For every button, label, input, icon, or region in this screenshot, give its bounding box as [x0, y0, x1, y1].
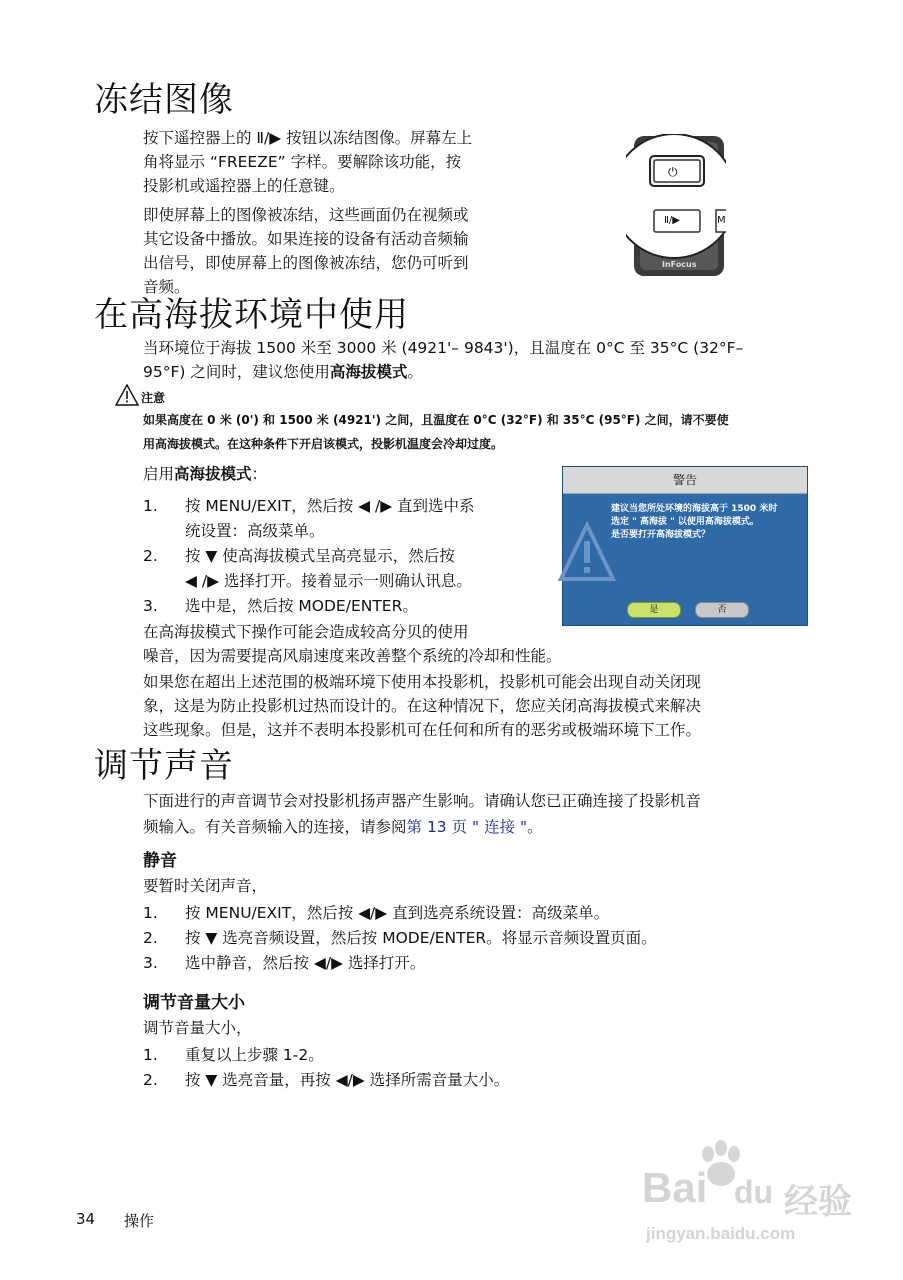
high-altitude-noise-note: 在高海拔模式下操作可能会造成较高分贝的使用 噪音，因为需要提高风扇速度来改善整个系统的冷却和性能。	[143, 623, 562, 665]
mute-heading: 静音	[143, 851, 177, 871]
footer-section: 操作	[124, 1212, 155, 1230]
note-label: 注意	[141, 391, 166, 405]
dialog-message: 建议当您所处环境的海拔高于 1500 米时 选定 " 高海拔 " 以使用高海拔模式。 是否要打开高海拔模式？	[611, 504, 778, 540]
extreme-environment-paragraph: 如果您在超出上述范围的极端环境下使用本投影机，投影机可能会出现自动关闭现 象，这是为防止投影机过热而设计的。在这种情况下，您应关闭高海拔模式来解决 这些现象。但是，这并不表明本投影机可在任何和所有的恶劣或极端环境下工作。	[143, 673, 702, 739]
mute-subtitle: 要暂时关闭声音，	[143, 877, 268, 895]
freeze-paragraph-2: 即使屏幕上的图像被冻结，这些画面仍在视频或 其它设备中播放。如果连接的设备有活动音频输 出信号，即使屏幕上的图像被冻结，您仍可听到 音频。	[143, 206, 469, 296]
high-altitude-intro: 当环境位于海拔 1500 米至 3000 米 (4921'– 9843')，且温度在 0°C 至 35°C (32°F– 95°F) 之间时，建议您使用高海拔模式。	[143, 339, 744, 381]
note-text: 如果高度在 0 米 (0') 和 1500 米 (4921') 之间，且温度在 0°C (32°F) 和 35°C (95°F) 之间，请不要使 用高海拔模式。在这种条件下开启该模式，投影机温度会冷却过度。	[143, 413, 729, 451]
power-icon: ⏻	[668, 165, 678, 179]
section-title-high-altitude: 在高海拔环境中使用	[94, 295, 409, 335]
volume-subtitle: 调节音量大小，	[143, 1019, 252, 1037]
high-altitude-warning-dialog	[562, 466, 808, 626]
remote-control-illustration	[626, 134, 726, 276]
dialog-title: 警告	[563, 467, 807, 494]
dialog-warning-icon	[557, 519, 617, 585]
sound-intro: 下面进行的声音调节会对投影机扬声器产生影响。请确认您已正确连接了投影机音 频输入。有关音频输入的连接，请参阅第 13 页 " 连接 "。	[143, 792, 702, 836]
warning-triangle-icon	[115, 384, 139, 410]
page-number: 34	[76, 1210, 96, 1228]
section-title-sound: 调节声音	[94, 746, 234, 786]
freeze-paragraph-1: 按下遥控器上的 Ⅱ/▶ 按钮以冻结图像。屏幕左上 角将显示 “FREEZE” 字样。要解除该功能，按 投影机或遥控器上的任意键。	[143, 129, 473, 195]
baidu-jingyan-watermark: Bai du 经验 jingyan.baidu.com	[638, 1140, 868, 1260]
partial-button-label: M	[717, 215, 726, 226]
section-title-freeze: 冻结图像	[94, 80, 234, 120]
connection-page-link[interactable]: 第 13 页 " 连接 "	[406, 818, 528, 836]
freeze-button-label: Ⅱ/▶	[664, 215, 680, 226]
dialog-no-button[interactable]: 否	[695, 602, 749, 618]
brand-logo: InFocus	[662, 260, 697, 269]
enable-heading: 启用高海拔模式：	[143, 465, 268, 483]
dialog-yes-button[interactable]: 是	[627, 602, 681, 618]
volume-heading: 调节音量大小	[143, 993, 245, 1013]
